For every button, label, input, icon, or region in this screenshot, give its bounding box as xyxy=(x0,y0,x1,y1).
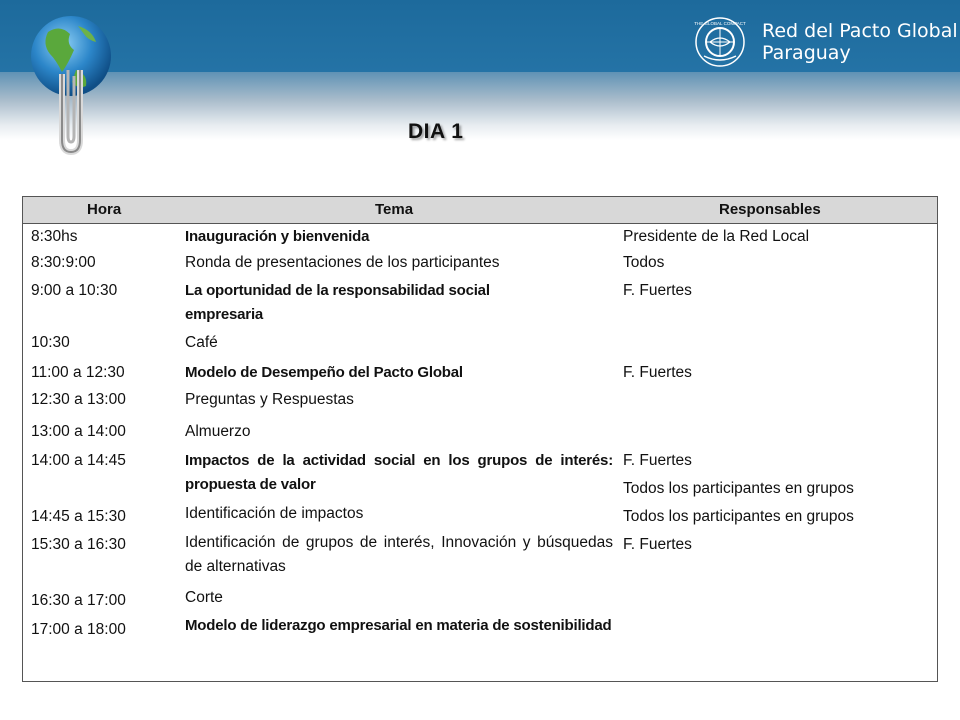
row-1-resp: Todos xyxy=(623,254,665,271)
table-header xyxy=(23,197,937,224)
column-header-hora: Hora xyxy=(87,201,122,218)
row-11-tema: Modelo de liderazgo empresarial en materia de sostenibilidad xyxy=(185,617,612,634)
row-8-resp: Todos los participantes en grupos xyxy=(623,508,854,525)
row-3-tema: Café xyxy=(185,334,218,351)
row-2-resp: F. Fuertes xyxy=(623,282,692,299)
row-7-resp: F. Fuertes xyxy=(623,452,692,469)
row-7-resp-2: Todos los participantes en grupos xyxy=(623,480,854,497)
row-4-hora: 11:00 a 12:30 xyxy=(31,364,125,381)
row-10-tema: Corte xyxy=(185,589,223,606)
row-10-hora: 16:30 a 17:00 xyxy=(31,592,126,609)
row-9-hora: 15:30 a 16:30 xyxy=(31,536,126,553)
row-2-tema: La oportunidad de la responsabilidad social empresaria xyxy=(185,282,490,323)
row-6-tema: Almuerzo xyxy=(185,423,251,440)
row-0-tema: Inauguración y bienvenida xyxy=(185,228,370,245)
row-1-tema: Ronda de presentaciones de los participantes xyxy=(185,254,500,271)
column-header-responsables: Responsables xyxy=(719,201,821,218)
column-header-tema: Tema xyxy=(375,201,414,218)
row-4-tema: Modelo de Desempeño del Pacto Global xyxy=(185,364,463,381)
globe-paperclip-icon xyxy=(26,12,116,162)
row-0-hora: 8:30hs xyxy=(31,228,78,245)
row-0-resp: Presidente de la Red Local xyxy=(623,228,810,245)
row-3-hora: 10:30 xyxy=(31,334,70,351)
row-5-tema: Preguntas y Respuestas xyxy=(185,391,354,408)
row-7-tema: Impactos de la actividad social en los grupos de interés: propuesta de valor xyxy=(185,452,613,493)
row-9-resp: F. Fuertes xyxy=(623,536,692,553)
row-2-hora: 9:00 a 10:30 xyxy=(31,282,118,299)
org-name-line1: Red del Pacto Global xyxy=(762,20,958,42)
row-5-hora: 12:30 a 13:00 xyxy=(31,391,126,408)
row-6-hora: 13:00 a 14:00 xyxy=(31,423,126,440)
row-4-resp: F. Fuertes xyxy=(623,364,692,381)
page-title: DIA 1 xyxy=(408,120,464,143)
org-name-line2: Paraguay xyxy=(762,42,851,64)
row-8-hora: 14:45 a 15:30 xyxy=(31,508,126,525)
svg-text:THE GLOBAL COMPACT: THE GLOBAL COMPACT xyxy=(694,21,746,26)
row-1-hora: 8:30:9:00 xyxy=(31,254,96,271)
row-11-hora: 17:00 a 18:00 xyxy=(31,621,126,638)
row-8-tema: Identificación de impactos xyxy=(185,505,364,522)
global-compact-emblem-icon xyxy=(694,16,746,68)
row-7-hora: 14:00 a 14:45 xyxy=(31,452,126,469)
org-logo-text xyxy=(762,20,958,64)
row-9-tema: Identificación de grupos de interés, Innovación y búsquedas de alternativas xyxy=(185,534,613,575)
schedule-table xyxy=(22,196,938,682)
